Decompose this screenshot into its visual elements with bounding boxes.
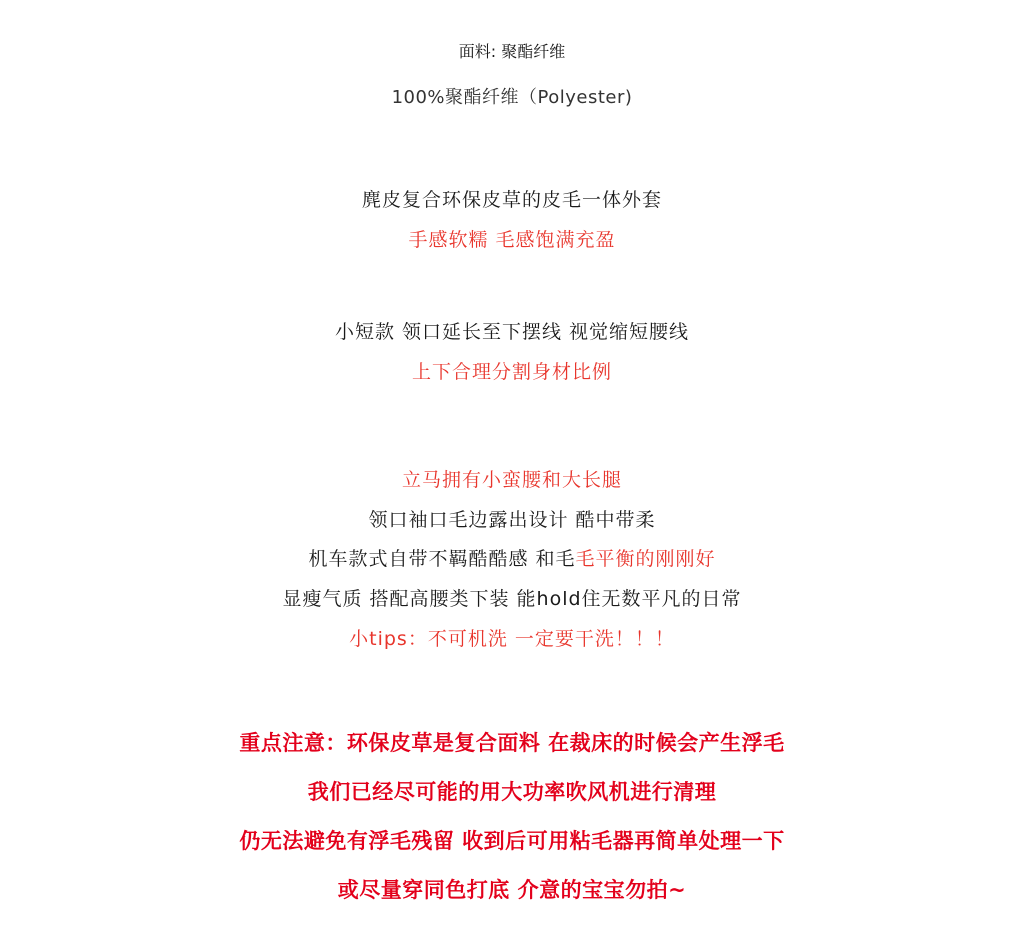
section3-line3 (0, 550, 1024, 569)
section1-line2: 手感软糯 毛感饱满充盈 (408, 229, 616, 251)
section3-line2: 领口袖口毛边露出设计 酷中带柔 (368, 509, 656, 531)
fabric-label: 面料: 聚酯纤维 (458, 42, 566, 61)
section1-line1: 麂皮复合环保皮草的皮毛一体外套 (361, 189, 662, 211)
notice-line4: 或尽量穿同色打底 介意的宝宝勿拍~ (337, 878, 687, 902)
section2-line2: 上下合理分割身材比例 (411, 361, 612, 383)
section3-line3-red: 毛平衡的刚刚好 (575, 548, 716, 570)
section3-line3-black: 机车款式自带不羁酷酷感 和毛 (308, 548, 576, 570)
section3-line1: 立马拥有小蛮腰和大长腿 (401, 469, 622, 491)
care-tips: 小tips：不可机洗 一定要干洗！！！ (349, 628, 675, 650)
section3-line4: 显瘦气质 搭配高腰类下装 能hold住无数平凡的日常 (282, 588, 742, 610)
notice-line2: 我们已经尽可能的用大功率吹风机进行清理 (307, 780, 717, 804)
notice-line3: 仍无法避免有浮毛残留 收到后可用粘毛器再简单处理一下 (239, 829, 785, 853)
section2-line1: 小短款 领口延长至下摆线 视觉缩短腰线 (334, 321, 690, 343)
fabric-composition: 100%聚酯纤维（Polyester) (391, 87, 633, 108)
notice-line1: 重点注意：环保皮草是复合面料 在裁床的时候会产生浮毛 (239, 731, 785, 755)
